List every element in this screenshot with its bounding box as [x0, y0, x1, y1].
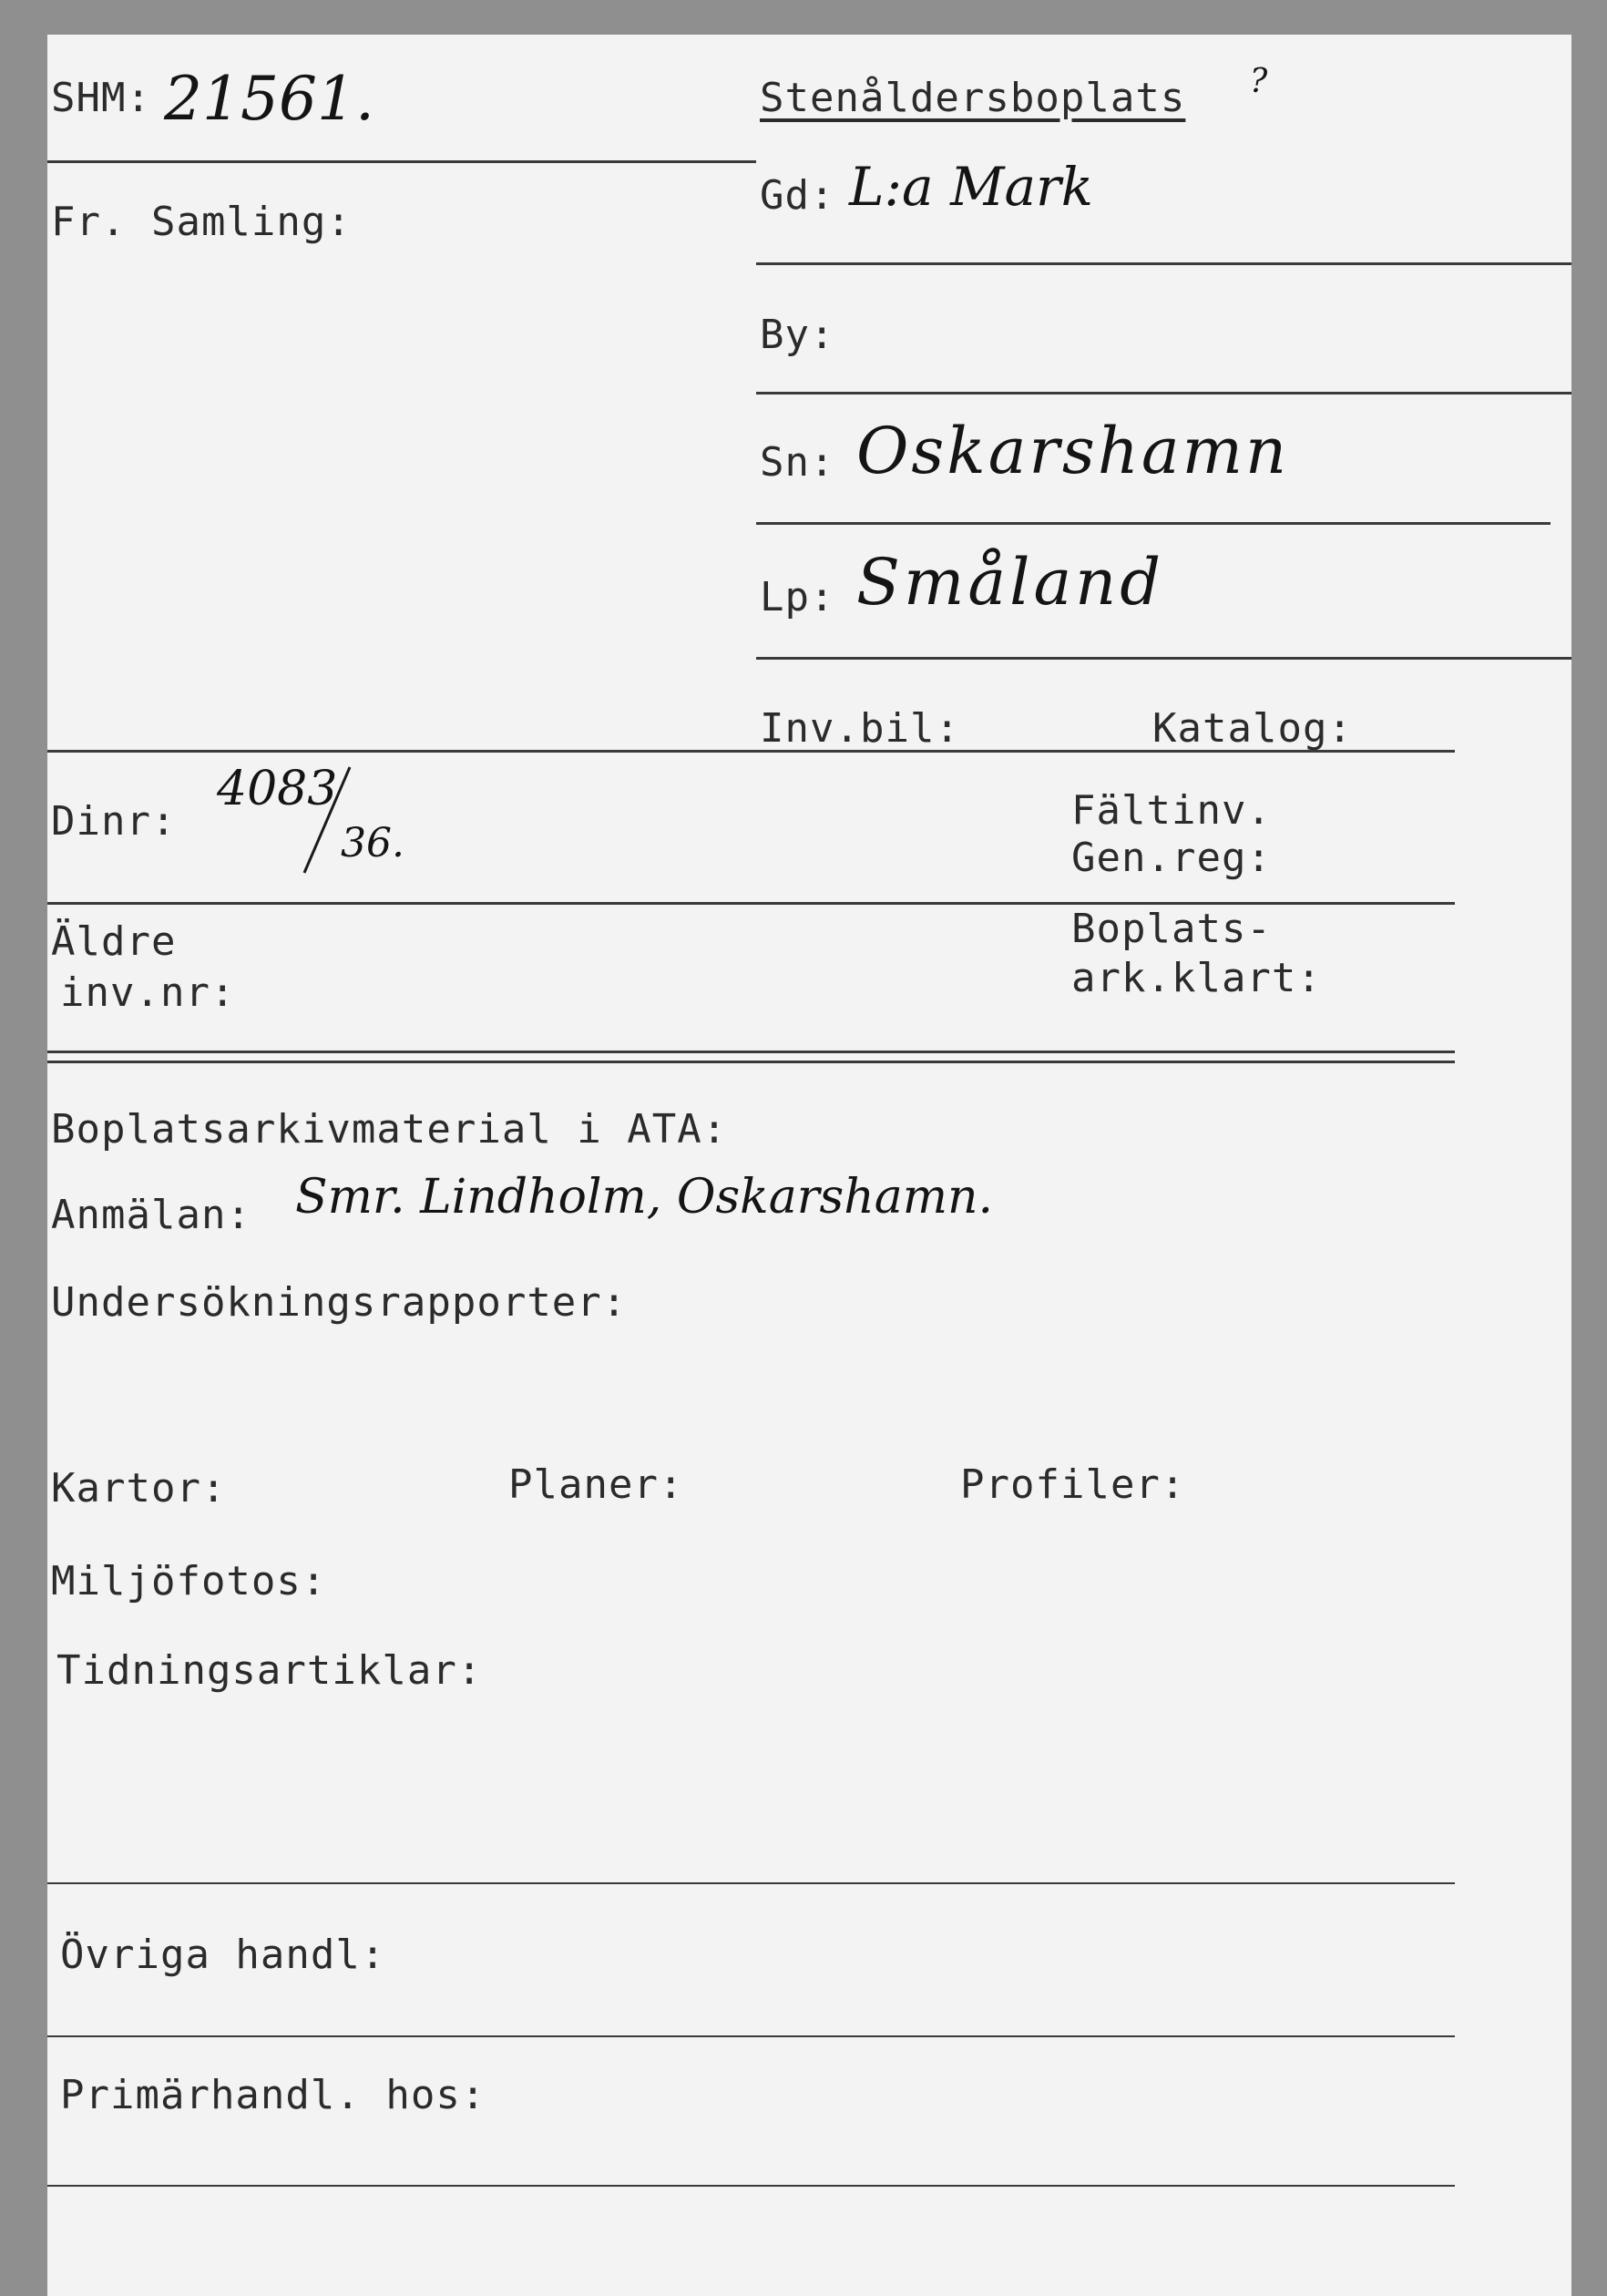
shm-underline [47, 160, 756, 163]
archive-index-card [47, 35, 1571, 2296]
dinr-year: 36. [341, 820, 404, 866]
ovriga-line [47, 2035, 1455, 2037]
dinr-label: Dinr: [51, 798, 177, 845]
gen-reg-label: Gen.reg: [1071, 835, 1272, 881]
section-divider-bottom [47, 1061, 1455, 1063]
primarhandl-line [47, 2185, 1455, 2187]
katalog-label: Katalog: [1152, 705, 1353, 752]
lp-label: Lp: [760, 574, 835, 620]
lp-value: Småland [856, 545, 1165, 620]
inv-line [47, 750, 1455, 753]
boplats-ark-label-2: ark.klart: [1071, 955, 1322, 1001]
kartor-label: Kartor: [51, 1465, 227, 1512]
sn-value: Oskarshamn [856, 414, 1290, 488]
site-type-question-mark: ? [1250, 63, 1268, 100]
shm-label: SHM: [51, 75, 151, 121]
section-divider-top [47, 1051, 1455, 1053]
by-line [756, 392, 1571, 395]
by-label: By: [760, 312, 835, 358]
inv-bil-label: Inv.bil: [760, 705, 960, 752]
ovriga-label: Övriga handl: [60, 1932, 386, 1978]
faltinv-label: Fältinv. [1071, 787, 1272, 834]
gd-line [756, 262, 1571, 265]
aldre-label: Äldre [51, 918, 177, 965]
shm-number: 21561. [164, 64, 374, 134]
anmalan-value: Smr. Lindholm, Oskarshamn. [295, 1170, 994, 1225]
sn-label: Sn: [760, 439, 835, 486]
gd-value: L:a Mark [849, 156, 1093, 218]
dinr-number: 4083 [217, 762, 338, 816]
undersokning-label: Undersökningsrapporter: [51, 1279, 628, 1326]
lp-line [756, 657, 1571, 660]
profiler-label: Profiler: [960, 1461, 1186, 1508]
tidningsartiklar-line [47, 1882, 1455, 1884]
boplats-ark-label-1: Boplats- [1071, 906, 1272, 952]
anmalan-label: Anmälan: [51, 1192, 251, 1238]
planer-label: Planer: [508, 1461, 684, 1508]
site-type-label: Stenåldersboplats [760, 75, 1186, 121]
dinr-line [47, 902, 1455, 905]
primarhandl-label: Primärhandl. hos: [60, 2072, 486, 2118]
inv-nr-label: inv.nr: [60, 969, 236, 1016]
fr-samling-label: Fr. Samling: [51, 199, 352, 245]
boplatsarkiv-label: Boplatsarkivmaterial i ATA: [51, 1106, 728, 1153]
gd-label: Gd: [760, 172, 835, 219]
sn-line [756, 522, 1551, 525]
miljofotos-label: Miljöfotos: [51, 1558, 327, 1604]
tidningsartiklar-label: Tidningsartiklar: [56, 1647, 483, 1694]
